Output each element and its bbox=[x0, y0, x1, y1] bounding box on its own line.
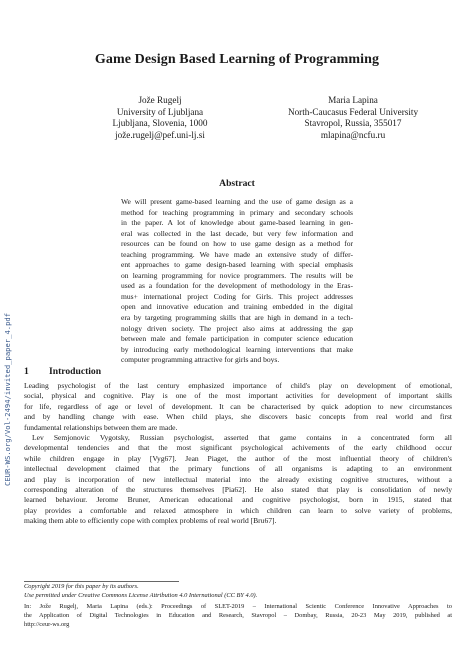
citation-line: the Application of Digital Technologies in Education and Research, Stavropol – Dombay, Russia, 20-23 May 2019, published at bbox=[24, 612, 452, 620]
body-line: fundamental relationships between them are made. bbox=[24, 422, 178, 432]
abstract-body bbox=[121, 197, 353, 366]
abstract-line: in the paper. A lot of knowledge about game-based learning in gen- bbox=[121, 218, 353, 228]
abstract-line: between male and female participation in computer science education bbox=[121, 334, 353, 344]
author-email[interactable]: jože.rugelj@pef.uni-lj.si bbox=[115, 129, 205, 140]
author-name: Maria Lapina bbox=[328, 95, 378, 105]
body-line: Leading psychologist of the last century emphasized importance of child's play on development of emotional, bbox=[24, 381, 452, 390]
abstract-line: nology driven society. The project also aims at addressing the gap bbox=[121, 323, 353, 333]
section-number: 1 bbox=[24, 366, 29, 377]
section-heading bbox=[24, 366, 101, 377]
abstract-line: era by targeting programming skills that are high in demand in a tech- bbox=[121, 313, 353, 323]
author-address: Ljubljana, Slovenia, 1000 bbox=[112, 118, 208, 129]
abstract-line: used as a foundation for the development of methodology in the Eras- bbox=[121, 281, 353, 291]
abstract-line: resources can be found on how to use game design as a method for bbox=[121, 239, 353, 249]
body-line: and play is incorporation of new intellectual material into the already existing cognitive structures, without a bbox=[24, 474, 452, 484]
body-line: social, physical and cognitive. Play is one of the most important activities for development of important skills bbox=[24, 391, 452, 401]
citation-link[interactable]: http://ceur-ws.org bbox=[24, 620, 70, 628]
abstract-line: method for teaching programming in primary and secondary schools bbox=[121, 207, 353, 217]
body-line: making them able to efficiently cope with complex problems of real world [Bru67]. bbox=[24, 516, 277, 526]
abstract-line: mus+ international project Coding for Girls. This project addresses bbox=[121, 291, 353, 301]
copyright-line: Copyright 2019 for this paper by its authors. bbox=[24, 583, 139, 590]
license-line: Use permitted under Creative Commons License Attribution 4.0 International (CC BY 4.0). bbox=[24, 591, 258, 599]
abstract-line: eral was collected in the last decade, but very few information and bbox=[121, 228, 353, 238]
body-line: Lev Semjonovic Vygotsky, Russian psychologist, asserted that game contains in a concentrated form all bbox=[32, 433, 452, 443]
abstract-line: on learning programming for novice programmers. The results will be bbox=[121, 270, 353, 280]
body-line: and by handling change with ease. When child plays, she discovers basic concepts from real world and first bbox=[24, 412, 452, 422]
author-address: Stavropol, Russia, 355017 bbox=[304, 118, 402, 129]
citation-line: In: Jože Rugelj, Maria Lapina (eds.): Proceedings of SLET-2019 – International Scientic Conference Innovative Approaches to bbox=[24, 603, 452, 611]
footnote-divider bbox=[24, 581, 179, 582]
body-line: learned behaviour. Jerome Bruner, American educational and cognitive psychologist, born in 1915, stated that bbox=[24, 495, 452, 505]
abstract-line: by introducing early methodological learning interventions that make bbox=[121, 344, 353, 354]
author-email[interactable]: mlapina@ncfu.ru bbox=[320, 129, 386, 140]
author-block-2 bbox=[258, 95, 448, 141]
body-line: play provides a comfortable and relaxed atmosphere in which children can learn to solve variety of problems, bbox=[24, 505, 452, 515]
author-name: Jože Rugelj bbox=[138, 95, 182, 105]
body-line: corresponding alteration of the structures themselves [Pia62]. He also stated that play is consolidation of newly bbox=[24, 485, 452, 495]
body-line: for life, regardless of age or level of development. It can be characterised by quick adoption to new circumstances bbox=[24, 401, 452, 411]
author-block-1 bbox=[90, 95, 230, 141]
body-line: while children engage in play [Vyg67]. Jean Piaget, the author of the most influential theory of children's bbox=[24, 453, 452, 463]
author-affiliation: University of Ljubljana bbox=[116, 106, 204, 117]
abstract-line: open and innovative education and training embedded in the digital bbox=[121, 302, 353, 312]
footnotes bbox=[24, 583, 452, 630]
abstract-line: ent approaches to game design-based learning with special emphasis bbox=[121, 260, 353, 270]
paper-title: Game Design Based Learning of Programming bbox=[94, 52, 380, 67]
abstract-line: teaching programming. We have made an extensive study of differ- bbox=[121, 249, 353, 259]
body-line: intellectual development claimed that the primary functions of all organisms is adapting to an environment bbox=[24, 464, 452, 474]
ceur-side-link[interactable]: CEUR-WS.org/Vol-2494/invited_paper_4.pdf bbox=[3, 312, 12, 486]
abstract-line: computer programming attractive for girls and boys. bbox=[121, 355, 280, 365]
section-title: Introduction bbox=[49, 366, 102, 377]
introduction-body bbox=[24, 381, 452, 527]
abstract-heading: Abstract bbox=[219, 178, 255, 189]
body-line: developmental tendencies and that the most significant psychological achivements of the early childhood occur bbox=[24, 443, 452, 453]
abstract-line: We will present game-based learning and the use of game design as a bbox=[121, 197, 353, 206]
author-affiliation: North-Caucasus Federal University bbox=[287, 106, 419, 117]
